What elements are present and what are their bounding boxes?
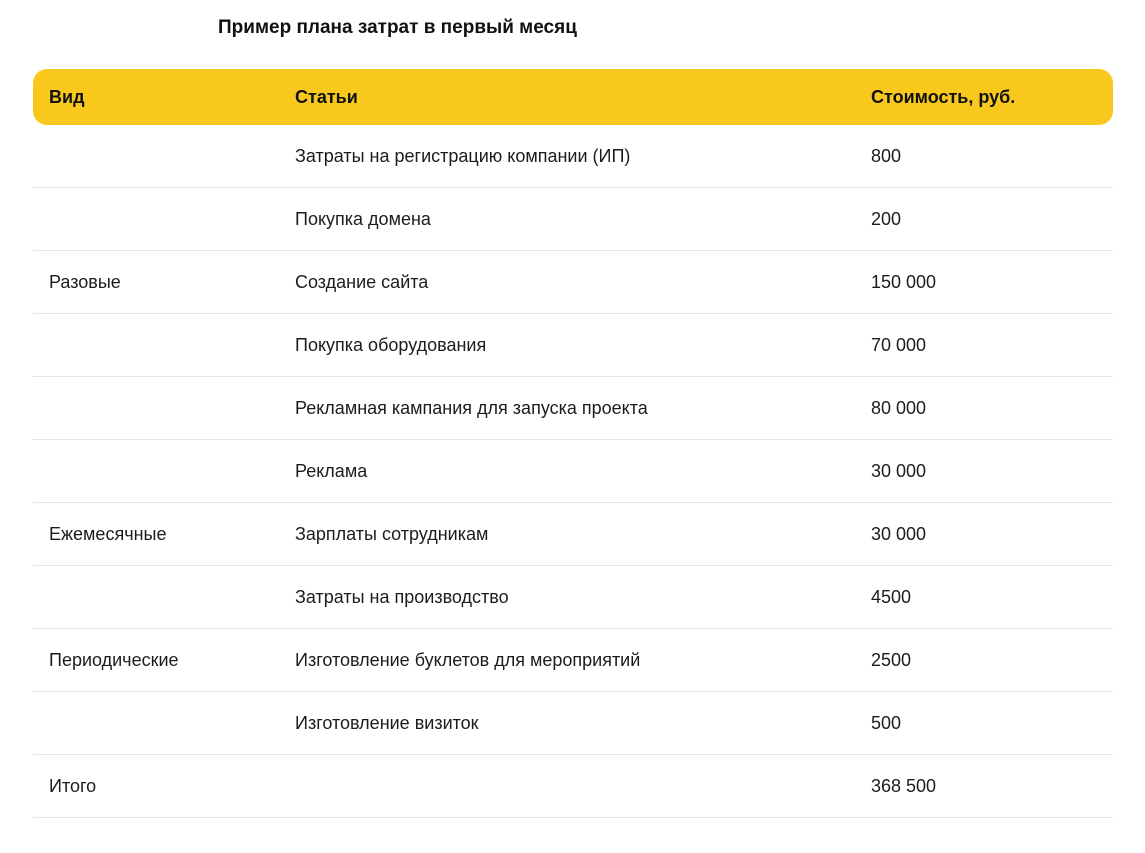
- cell-type: Ежемесячные: [49, 524, 167, 544]
- cell-cost: 4500: [871, 587, 912, 607]
- table-row: [33, 629, 1113, 692]
- cell-cost: 200: [871, 209, 902, 229]
- cell-cost: 368 500: [871, 776, 937, 796]
- table-header: [33, 69, 1113, 125]
- cell-cost: 30 000: [871, 524, 927, 544]
- cell-type: Периодические: [49, 650, 179, 670]
- cell-item: Изготовление буклетов для мероприятий: [295, 650, 641, 670]
- header-cost: Стоимость, руб.: [871, 87, 1016, 107]
- cost-table: [33, 69, 1113, 818]
- cell-item: Изготовление визиток: [295, 713, 479, 733]
- table-row: [33, 125, 1113, 188]
- cell-type: Итого: [49, 776, 97, 796]
- table-row: [33, 566, 1113, 629]
- table-row: [33, 314, 1113, 377]
- cell-item: Покупка домена: [295, 209, 431, 229]
- table-row: [33, 692, 1113, 755]
- table-row-total: [33, 755, 1113, 818]
- cell-item: Зарплаты сотрудникам: [295, 524, 489, 544]
- cell-type: Разовые: [49, 272, 121, 292]
- table-row: [33, 377, 1113, 440]
- cell-cost: 500: [871, 713, 902, 733]
- cell-item: Затраты на производство: [295, 587, 509, 607]
- table-row: [33, 251, 1113, 314]
- table-row: [33, 440, 1113, 503]
- cell-cost: 2500: [871, 650, 912, 670]
- table-row: [33, 503, 1113, 566]
- cell-item: Покупка оборудования: [295, 335, 487, 355]
- cell-cost: 80 000: [871, 398, 927, 418]
- cell-item: Рекламная кампания для запуска проекта: [295, 398, 648, 418]
- cell-item: Создание сайта: [295, 272, 429, 292]
- cell-cost: 800: [871, 146, 902, 166]
- cell-item: Затраты на регистрацию компании (ИП): [295, 146, 631, 166]
- header-item: Статьи: [295, 87, 358, 107]
- table-row: [33, 188, 1113, 251]
- cell-cost: 30 000: [871, 461, 927, 481]
- page-title: Пример плана затрат в первый месяц: [218, 17, 577, 38]
- header-type: Вид: [49, 87, 85, 107]
- cell-cost: 150 000: [871, 272, 937, 292]
- cell-item: Реклама: [295, 461, 368, 481]
- cell-cost: 70 000: [871, 335, 927, 355]
